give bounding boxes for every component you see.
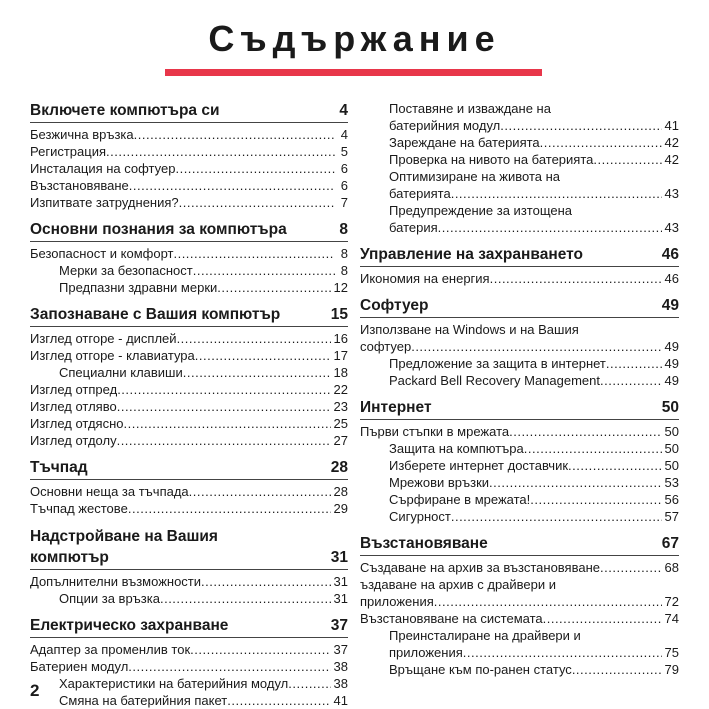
toc-subentry[interactable]: Специални клавиши ..... 18	[30, 364, 348, 381]
toc-entry[interactable]: Създаване на архив за възстановяване ..... 68	[360, 559, 679, 576]
toc-entry[interactable]: Изглед отдясно ..... 25	[30, 415, 348, 432]
toc-entry[interactable]: софтуер ..... 49	[360, 338, 679, 355]
toc-section-heading[interactable]: Тъчпад 28	[30, 457, 348, 480]
toc-entry-line1[interactable]: ъздаване на архив с драйвери и	[360, 577, 557, 592]
toc-subentry[interactable]: Защита на компютъра ..... 50	[360, 440, 679, 457]
toc-entry[interactable]: Възстановяване на системата ..... 74	[360, 610, 679, 627]
toc-section-heading-line1[interactable]: Надстройване на Вашия	[30, 528, 218, 545]
page-number: 2	[30, 681, 40, 700]
toc-subentry[interactable]: батерия ..... 43	[360, 219, 679, 236]
toc-subentry-line1[interactable]: Преинсталиране на драйвери и	[389, 628, 581, 643]
toc-section-heading[interactable]: Софтуер 49	[360, 295, 679, 318]
toc-entry[interactable]: Регистрация ..... 5	[30, 143, 348, 160]
toc-subentry-line1[interactable]: Оптимизиране на живота на	[389, 169, 561, 184]
toc-subentry[interactable]: приложения ..... 75	[360, 644, 679, 661]
toc-entry[interactable]: Инсталация на софтуер ..... 6	[30, 160, 348, 177]
toc-left-column	[30, 100, 348, 709]
toc-entry[interactable]: Изглед отдолу ..... 27	[30, 432, 348, 449]
toc-entry[interactable]: Изглед отгоре - клавиатура ..... 17	[30, 347, 348, 364]
page-title: Съдържание	[208, 18, 501, 59]
toc-section-heading[interactable]: Възстановяване 67	[360, 533, 679, 556]
toc-subentry[interactable]: Мерки за безопасност ..... 8	[30, 262, 348, 279]
toc-subentry[interactable]: Изберете интернет доставчик ..... 50	[360, 457, 679, 474]
toc-subentry[interactable]: Връщане към по-ранен статус ..... 79	[360, 661, 679, 678]
toc-entry-line1[interactable]: Използване на Windows и на Вашия	[360, 322, 579, 337]
toc-subentry-line1[interactable]: Предупреждение за изтощена	[389, 203, 573, 218]
toc-entry[interactable]: Допълнителни възможности ..... 31	[30, 573, 348, 590]
toc-subentry[interactable]: Характеристики на батерийния модул ..... 38	[30, 675, 348, 692]
toc-section-heading[interactable]: Електрическо захранване 37	[30, 615, 348, 638]
toc-subentry-line1[interactable]: Поставяне и изваждане на	[389, 101, 551, 116]
toc-subentry[interactable]: Смяна на батерийния пакет ..... 41	[30, 692, 348, 709]
title-underline	[165, 69, 542, 76]
toc-entry[interactable]: приложения ..... 72	[360, 593, 679, 610]
toc-entry[interactable]: Изглед отпред ..... 22	[30, 381, 348, 398]
toc-subentry[interactable]: Packard Bell Recovery Management ..... 49	[360, 372, 679, 389]
toc-subentry[interactable]: батерийния модул ..... 41	[360, 117, 679, 134]
toc-subentry[interactable]: Предложение за защита в интернет ..... 49	[360, 355, 679, 372]
toc-section-heading[interactable]: компютър 31	[30, 547, 348, 570]
toc-entry[interactable]: Тъчпад жестовe ..... 29	[30, 500, 348, 517]
toc-right-column	[360, 100, 679, 678]
toc-subentry[interactable]: Мрежови връзки ..... 53	[360, 474, 679, 491]
toc-section-heading[interactable]: Основни познания за компютъра 8	[30, 219, 348, 242]
toc-section-heading[interactable]: Интернет 50	[360, 397, 679, 420]
toc-subentry[interactable]: Предпазни здравни мерки ..... 12	[30, 279, 348, 296]
toc-subentry[interactable]: Сърфиране в мрежата! ..... 56	[360, 491, 679, 508]
toc-entry[interactable]: Възстановяване ..... 6	[30, 177, 348, 194]
toc-subentry[interactable]: Зареждане на батерията ..... 42	[360, 134, 679, 151]
toc-section-heading[interactable]: Запознаване с Вашия компютър 15	[30, 304, 348, 327]
toc-entry[interactable]: Основни неща за тъчпада ..... 28	[30, 483, 348, 500]
toc-entry[interactable]: Изглед отляво ..... 23	[30, 398, 348, 415]
toc-subentry[interactable]: Сигурност ..... 57	[360, 508, 679, 525]
toc-entry[interactable]: Адаптер за променлив ток ..... 37	[30, 641, 348, 658]
toc-entry[interactable]: Изглед отгоре - дисплей ..... 16	[30, 330, 348, 347]
toc-entry[interactable]: Безжична връзка ..... 4	[30, 126, 348, 143]
toc-subentry[interactable]: батерията ..... 43	[360, 185, 679, 202]
toc-subentry[interactable]: Проверка на нивото на батерията ..... 42	[360, 151, 679, 168]
toc-entry[interactable]: Изпитвате затруднения? ..... 7	[30, 194, 348, 211]
toc-section-heading[interactable]: Управление на захранването 46	[360, 244, 679, 267]
toc-subentry[interactable]: Опции за връзка ..... 31	[30, 590, 348, 607]
toc-entry[interactable]: Първи стъпки в мрежата ..... 50	[360, 423, 679, 440]
toc-entry[interactable]: Батериен модул ..... 38	[30, 658, 348, 675]
toc-section-heading[interactable]: Включете компютъра си 4	[30, 100, 348, 123]
toc-entry[interactable]: Икономия на енергия ..... 46	[360, 270, 679, 287]
toc-entry[interactable]: Безопасност и комфорт ..... 8	[30, 245, 348, 262]
